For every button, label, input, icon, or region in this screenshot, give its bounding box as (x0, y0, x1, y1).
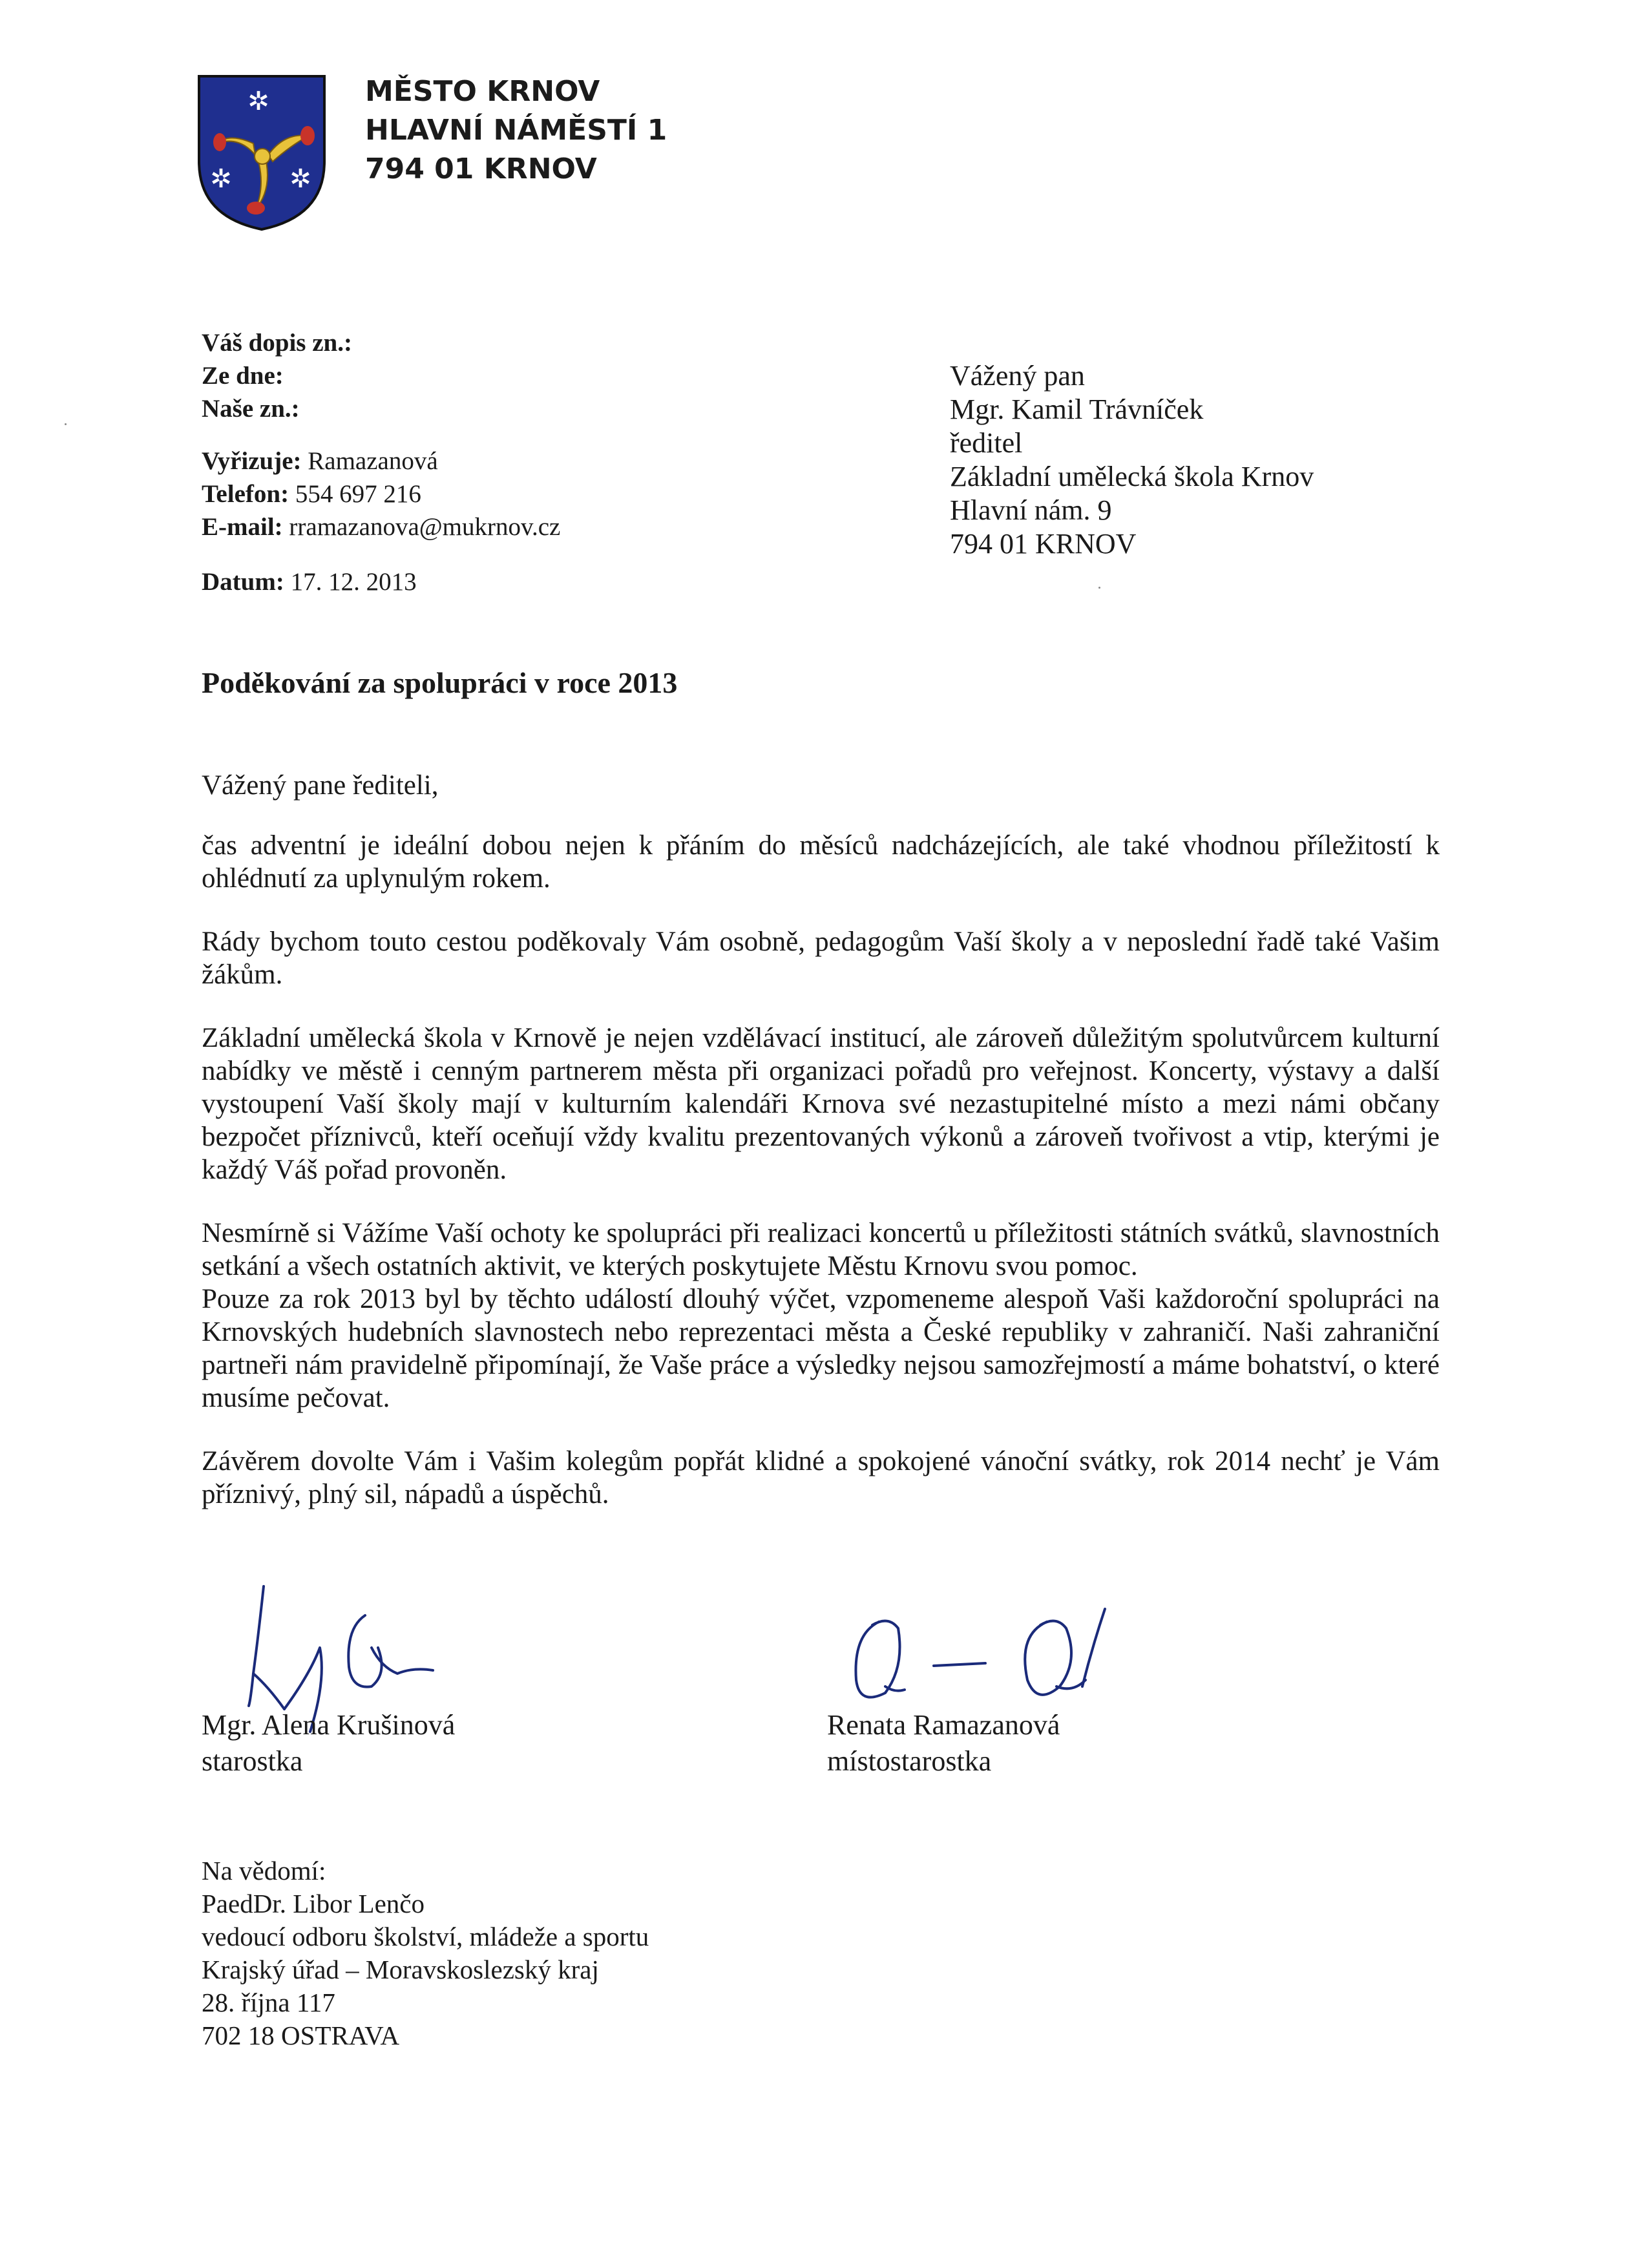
date-label: Datum: (202, 568, 284, 596)
from-date-label: Ze dne: (202, 362, 284, 390)
email-label: E-mail: (202, 513, 283, 541)
salutation: Vážený pane řediteli, (202, 770, 439, 801)
email-value: rramazanova@mukrnov.cz (289, 513, 561, 541)
paragraph: čas adventní je ideální dobou nejen k přáním do měsíců nadcházejících, ale také vhodnou příležitostí k ohlédnutí za uplynulým rokem. (202, 830, 1440, 894)
svg-text:✲: ✲ (247, 87, 269, 116)
recipient-organization: Základní umělecká škola Krnov (950, 461, 1314, 492)
deputy-mayor-name: Renata Ramazanová (827, 1709, 1060, 1741)
letter-subject: Poděkování za spolupráci v roce 2013 (202, 666, 678, 699)
phone-label: Telefon: (202, 480, 289, 508)
cc-name: PaedDr. Libor Lenčo (202, 1889, 425, 1918)
cc-city: 702 18 OSTRAVA (202, 2021, 400, 2050)
paragraph: Pouze za rok 2013 byl by těchto událostí dlouhý výčet, vzpomeneme alespoň Vaši každoroční spolupráci na Krnovských hudebních slavnostech nebo reprezentaci města a České republiky v zahraničí. Naši zahraniční partneři nám pravidelně připomínají, že Vaše práce a výsledky nejsou samozřejmostí a máme bohatství, o které musíme pečovat. (202, 1284, 1440, 1413)
recipient-greeting: Vážený pan (950, 360, 1085, 392)
email-row (202, 510, 560, 543)
cc-street: 28. října 117 (202, 1988, 335, 2017)
paragraph: Závěrem dovolte Vám i Vašim kolegům popřát klidné a spokojené vánoční svátky, rok 2014 nechť je Vám příznivý, plný sil, nápadů a úspěchů. (202, 1446, 1440, 1509)
paragraph: Nesmírně si Vážíme Vaší ochoty ke spolupráci při realizaci koncertů u příležitosti státních svátků, slavnostních setkání a všech ostatních aktivit, ve kterých poskytujete Městu Krnovu svou pomoc. (202, 1218, 1440, 1281)
phone-row (202, 478, 560, 510)
recipient-name: Mgr. Kamil Trávníček (950, 394, 1204, 425)
date-value: 17. 12. 2013 (290, 568, 417, 596)
your-letter-label: Váš dopis zn.: (202, 329, 352, 357)
cc-office: Krajský úřad – Moravskoslezský kraj (202, 1955, 599, 1984)
cc-position: vedoucí odboru školství, mládeže a sportu (202, 1922, 649, 1951)
letter-body (202, 769, 1440, 1541)
scan-speck (65, 423, 67, 425)
date-row (202, 565, 560, 598)
recipient-street: Hlavní nám. 9 (950, 494, 1112, 526)
paragraph: Základní umělecká škola v Krnově je nejen vzdělávací institucí, ale zároveň důležitým spolutvůrcem kulturní nabídky ve městě i cenným partnerem města při organizaci pořadů pro veřejnost. Koncerty, výstavy a další vystoupení Vaší školy mají v kulturním kalendáři Krnova své nezastupitelné místo a mezi námi občany bezpočet příznivců, kteří oceňují vždy kvalitu prezentovaných výkonů a zároveň tvořivost a vtip, kterými je každý Váš pořad provoněn. (202, 1023, 1440, 1185)
our-ref-label: Naše zn.: (202, 395, 300, 423)
svg-text:✲: ✲ (210, 164, 232, 194)
svg-text:✲: ✲ (289, 164, 311, 194)
recipient-address (950, 359, 1314, 561)
mayor-title: starostka (202, 1745, 303, 1777)
coat-of-arms-logo (194, 71, 330, 233)
city-name: MĚSTO KRNOV (365, 75, 600, 108)
letterhead-street: HLAVNÍ NÁMĚSTÍ 1 (365, 114, 667, 147)
paragraph: Rády bychom touto cestou poděkovaly Vám osobně, pedagogům Vaší školy a v neposlední řadě také Vašim žákům. (202, 927, 1440, 990)
handled-by-row (202, 445, 560, 478)
handled-by-label: Vyřizuje: (202, 447, 302, 475)
deputy-mayor-handwritten-signature (834, 1596, 1182, 1725)
letterhead (365, 72, 667, 189)
recipient-city: 794 01 KRNOV (950, 528, 1137, 560)
cc-block (202, 1854, 649, 2052)
scan-speck (1098, 587, 1100, 589)
letterhead-city: 794 01 KRNOV (365, 152, 597, 185)
mayor-name: Mgr. Alena Krušinová (202, 1709, 456, 1741)
reference-block (202, 326, 560, 598)
cc-label: Na vědomí: (202, 1856, 326, 1885)
deputy-mayor-signature-block (827, 1707, 1060, 1780)
phone-value: 554 697 216 (295, 480, 421, 508)
mayor-signature-block (202, 1707, 455, 1780)
recipient-position: ředitel (950, 427, 1023, 459)
deputy-mayor-title: místostarostka (827, 1745, 992, 1777)
handled-by-value: Ramazanová (308, 447, 438, 475)
